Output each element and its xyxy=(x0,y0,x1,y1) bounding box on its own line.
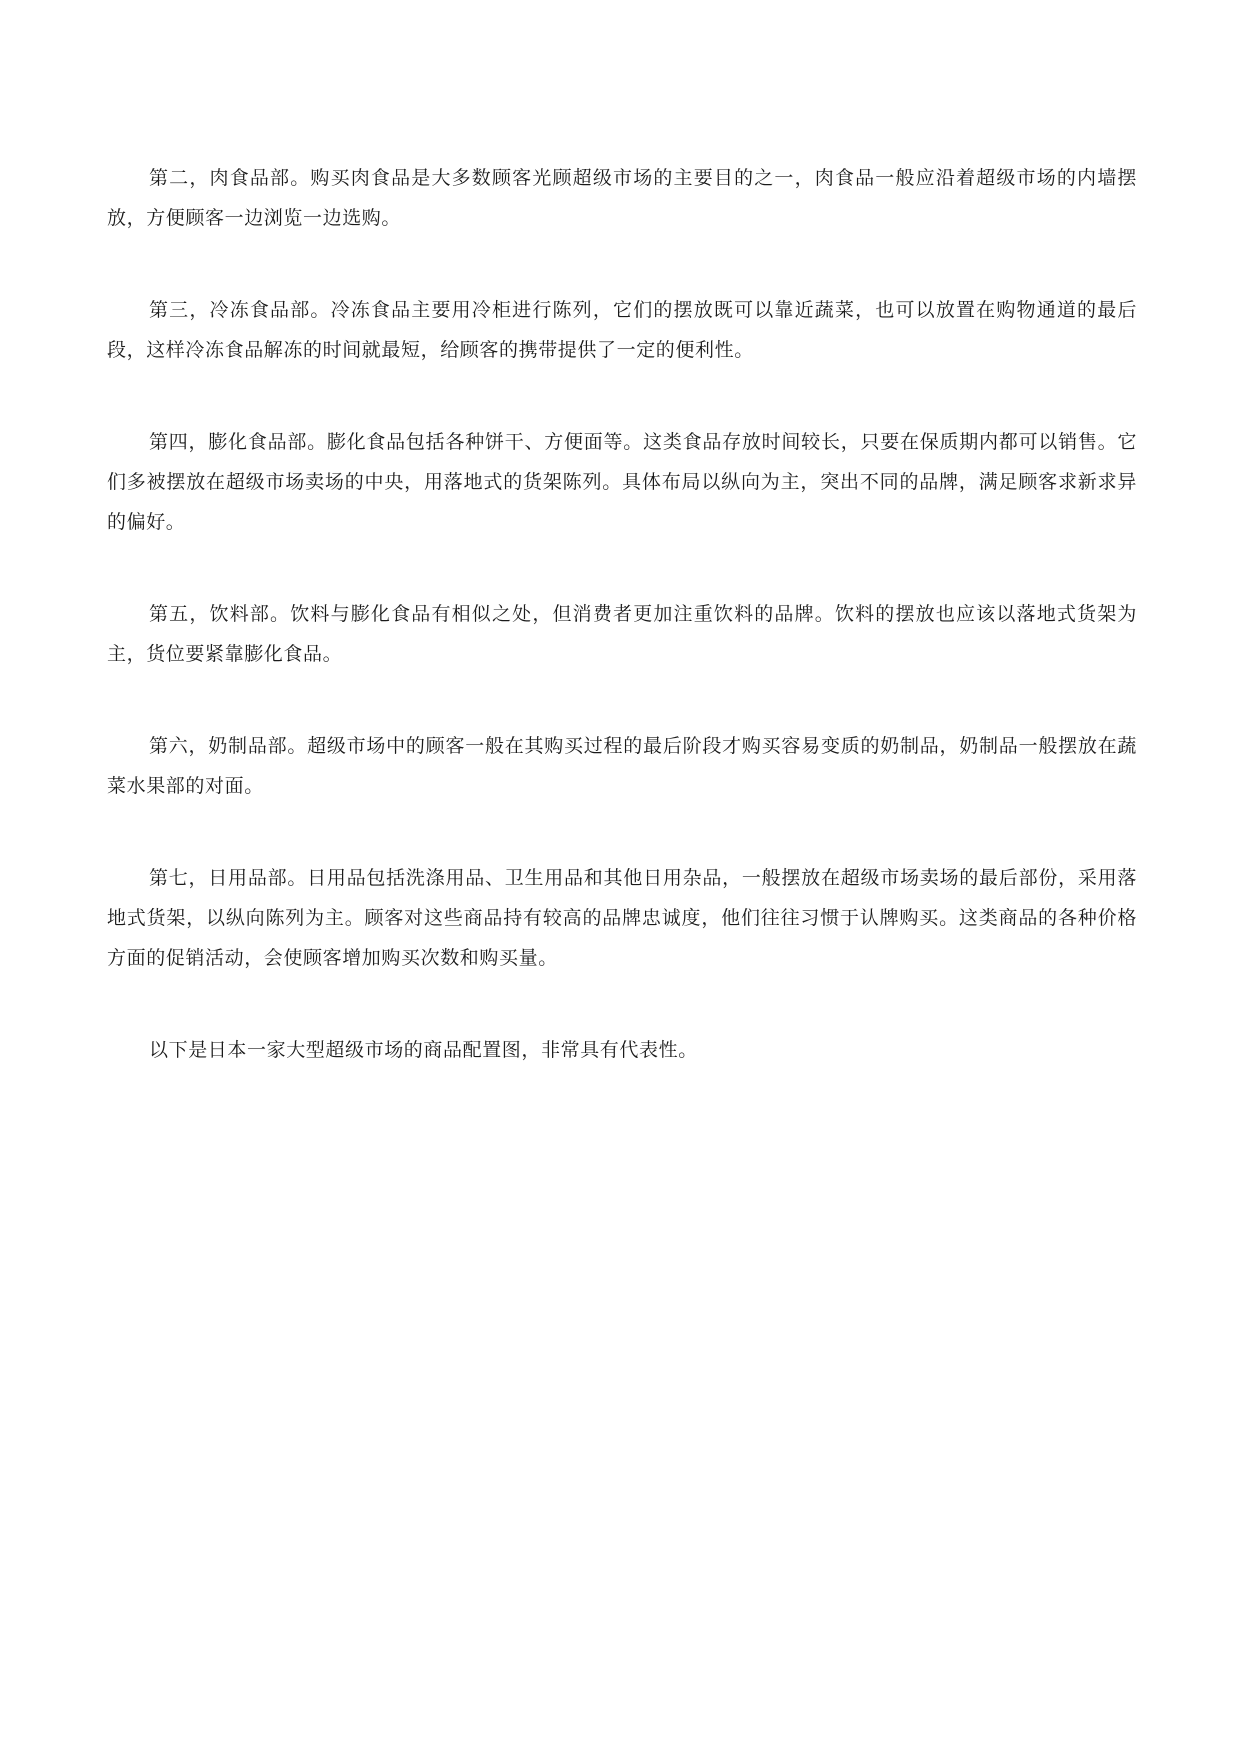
paragraph-layout-intro: 以下是日本一家大型超级市场的商品配置图，非常具有代表性。 xyxy=(149,1039,698,1061)
paragraph-meat-section: 第二，肉食品部。购买肉食品是大多数顾客光顾超级市场的主要目的之一，肉食品一般应沿着超级市场的内墙摆放，方便顾客一边浏览一边选购。 xyxy=(107,167,1137,229)
paragraph-daily-goods-section: 第七，日用品部。日用品包括洗涤用品、卫生用品和其他日用杂品，一般摆放在超级市场卖场的最后部份，采用落地式货架，以纵向陈列为主。顾客对这些商品持有较高的品牌忠诚度，他们往往习惯于认牌购买。这类商品的各种价格方面的促销活动，会使顾客增加购买次数和购买量。 xyxy=(107,867,1137,969)
paragraph-puffed-food-section: 第四，膨化食品部。膨化食品包括各种饼干、方便面等。这类食品存放时间较长，只要在保质期内都可以销售。它们多被摆放在超级市场卖场的中央，用落地式的货架陈列。具体布局以纵向为主，突出不同的品牌，满足顾客求新求异的偏好。 xyxy=(107,431,1137,533)
paragraph-beverage-section: 第五，饮料部。饮料与膨化食品有相似之处，但消费者更加注重饮料的品牌。饮料的摆放也应该以落地式货架为主，货位要紧靠膨化食品。 xyxy=(107,603,1137,665)
paragraph-dairy-section: 第六，奶制品部。超级市场中的顾客一般在其购买过程的最后阶段才购买容易变质的奶制品，奶制品一般摆放在蔬菜水果部的对面。 xyxy=(107,735,1137,797)
document-body xyxy=(107,158,1137,1122)
paragraph-frozen-food-section: 第三，冷冻食品部。冷冻食品主要用冷柜进行陈列，它们的摆放既可以靠近蔬菜，也可以放置在购物通道的最后段，这样冷冻食品解冻的时间就最短，给顾客的携带提供了一定的便利性。 xyxy=(107,299,1137,361)
